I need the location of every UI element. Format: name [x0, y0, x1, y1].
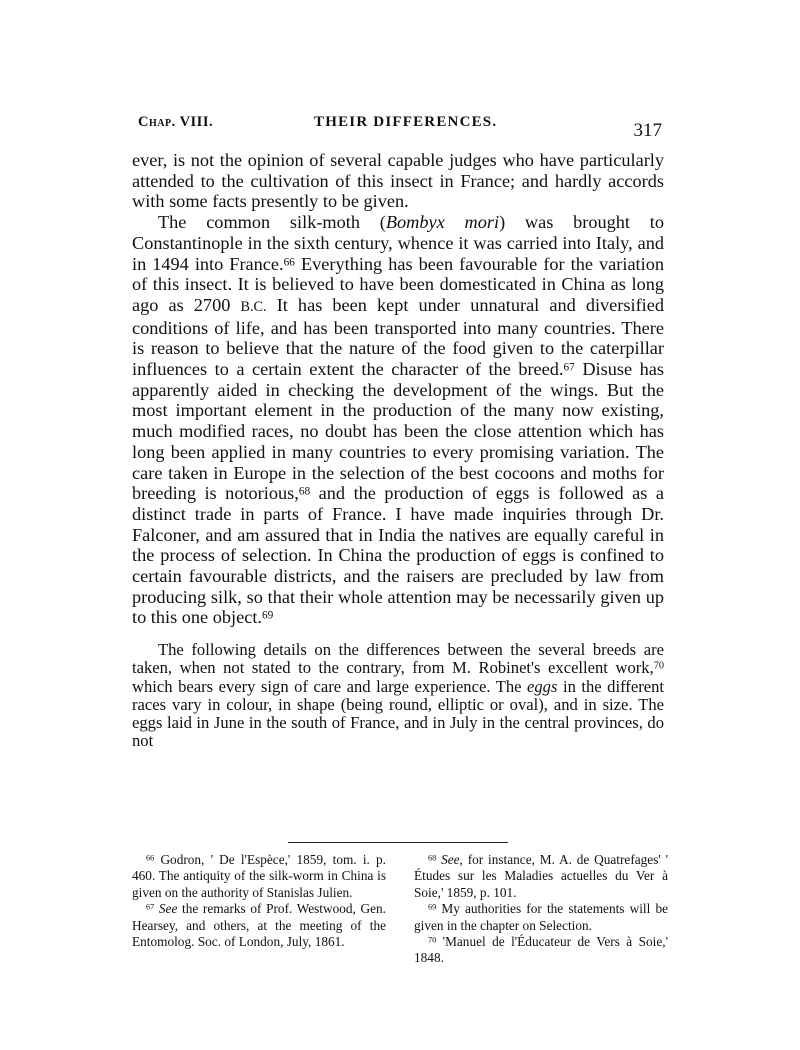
see-word: See [441, 852, 460, 867]
footnote-text: the remarks of Prof. Westwood, Gen. Hearsey, and others, at the meeting of the Entomolog. Soc. of London, July, 1861. [132, 901, 386, 950]
footnote-67 [132, 901, 386, 950]
footnote-ref-67: 67 [563, 361, 575, 374]
paragraph-breeds [132, 641, 664, 750]
footnote-ref-70: 70 [653, 661, 664, 673]
species-name: Bombyx mori [385, 212, 500, 233]
text-run: ) was brought to Constantinople in the sixth century, whence it was carried into Italy, and in 1494 into France. [132, 212, 664, 274]
footnote-divider [288, 842, 508, 843]
footnote-text: My authorities for the statements will be given in the chapter on Selection. [414, 901, 668, 933]
italic-term: eggs [527, 676, 558, 696]
text-run: Everything has been favourable for the variation of this insect. It is believed to have been domesticated in China as long ago as 2700 [132, 253, 664, 315]
text-run: It has been kept under unnatural and diversified conditions of life, and has been transported into many countries. There is reason to believe that the nature of the food given to the caterpillar influences to a certain extent the character of the breed. [132, 294, 664, 380]
footnote-ref-66: 66 [283, 255, 295, 268]
footnote-69 [414, 901, 668, 934]
page-number: 317 [633, 120, 662, 141]
paragraph-silk-moth [132, 212, 664, 628]
page-header [138, 108, 662, 144]
footnote-number: 67 [146, 902, 155, 912]
text-run: in the different races vary in colour, in shape (being round, elliptic or oval), and in size. The eggs laid in June in the south of France, and in July in the central provinces, do not [132, 676, 664, 751]
footnote-66 [132, 852, 386, 901]
footnote-text: Godron, ' De l'Espèce,' 1859, tom. i. p. 460. The antiquity of the silk-worm in China is given on the authority of Stanislas Julien. [132, 852, 387, 900]
footnote-ref-69: 69 [261, 609, 274, 622]
text-run: and the production of eggs is followed as a distinct trade in parts of France. I have made inquiries through Dr. Falconer, and am assured that in India the natives are equally careful in the process of selection. In China the production of eggs is confined to certain favourable districts, and the raisers are precluded by law from producing silk, so that their whole attention may be necessarily given up to this one object. [132, 483, 664, 628]
footnote-number: 69 [428, 902, 437, 912]
paragraph-text: ever, is not the opinion of several capable judges who have particularly attended to the cultivation of this insect in France; and hardly accords with some facts presently to be given. [132, 150, 664, 212]
paragraph-continuation [132, 150, 664, 212]
footnote-70 [414, 934, 668, 967]
footnote-text: , for instance, M. A. de Quatrefages' ' Études sur les Maladies actuelles du Ver à Soie,' 1859, p. 101. [414, 852, 669, 900]
footnote-number: 66 [146, 853, 155, 863]
footnote-number: 70 [428, 935, 437, 945]
footnote-text: 'Manuel de l'Éducateur de Vers à Soie,' 1848. [414, 934, 668, 966]
running-title: THEIR DIFFERENCES. [314, 114, 498, 130]
footnote-number: 68 [428, 853, 437, 863]
body-text [132, 150, 664, 750]
see-word: See [158, 901, 178, 917]
footnote-column-left [132, 852, 386, 950]
footnote-68 [414, 852, 668, 901]
era-abbrev: B.C. [240, 298, 267, 315]
footnote-column-right [414, 852, 668, 967]
text-run: which bears every sign of care and large experience. The [132, 676, 528, 696]
footnote-ref-68: 68 [298, 485, 311, 498]
text-run: The following details on the differences between the several breeds are taken, when not stated to the contrary, from M. Robinet's excellent work, [132, 640, 664, 678]
chapter-label: Chap. VIII. [138, 114, 214, 130]
text-run: The common silk-moth ( [158, 212, 386, 233]
text-run: Disuse has apparently aided in checking the development of the wings. But the most important element in the production of the many now existing, much modified races, no doubt has been the close attention which has long been applied in many countries to every promising variation. The care taken in Europe in the selection of the best cocoons and moths for breeding is notorious, [132, 359, 664, 504]
